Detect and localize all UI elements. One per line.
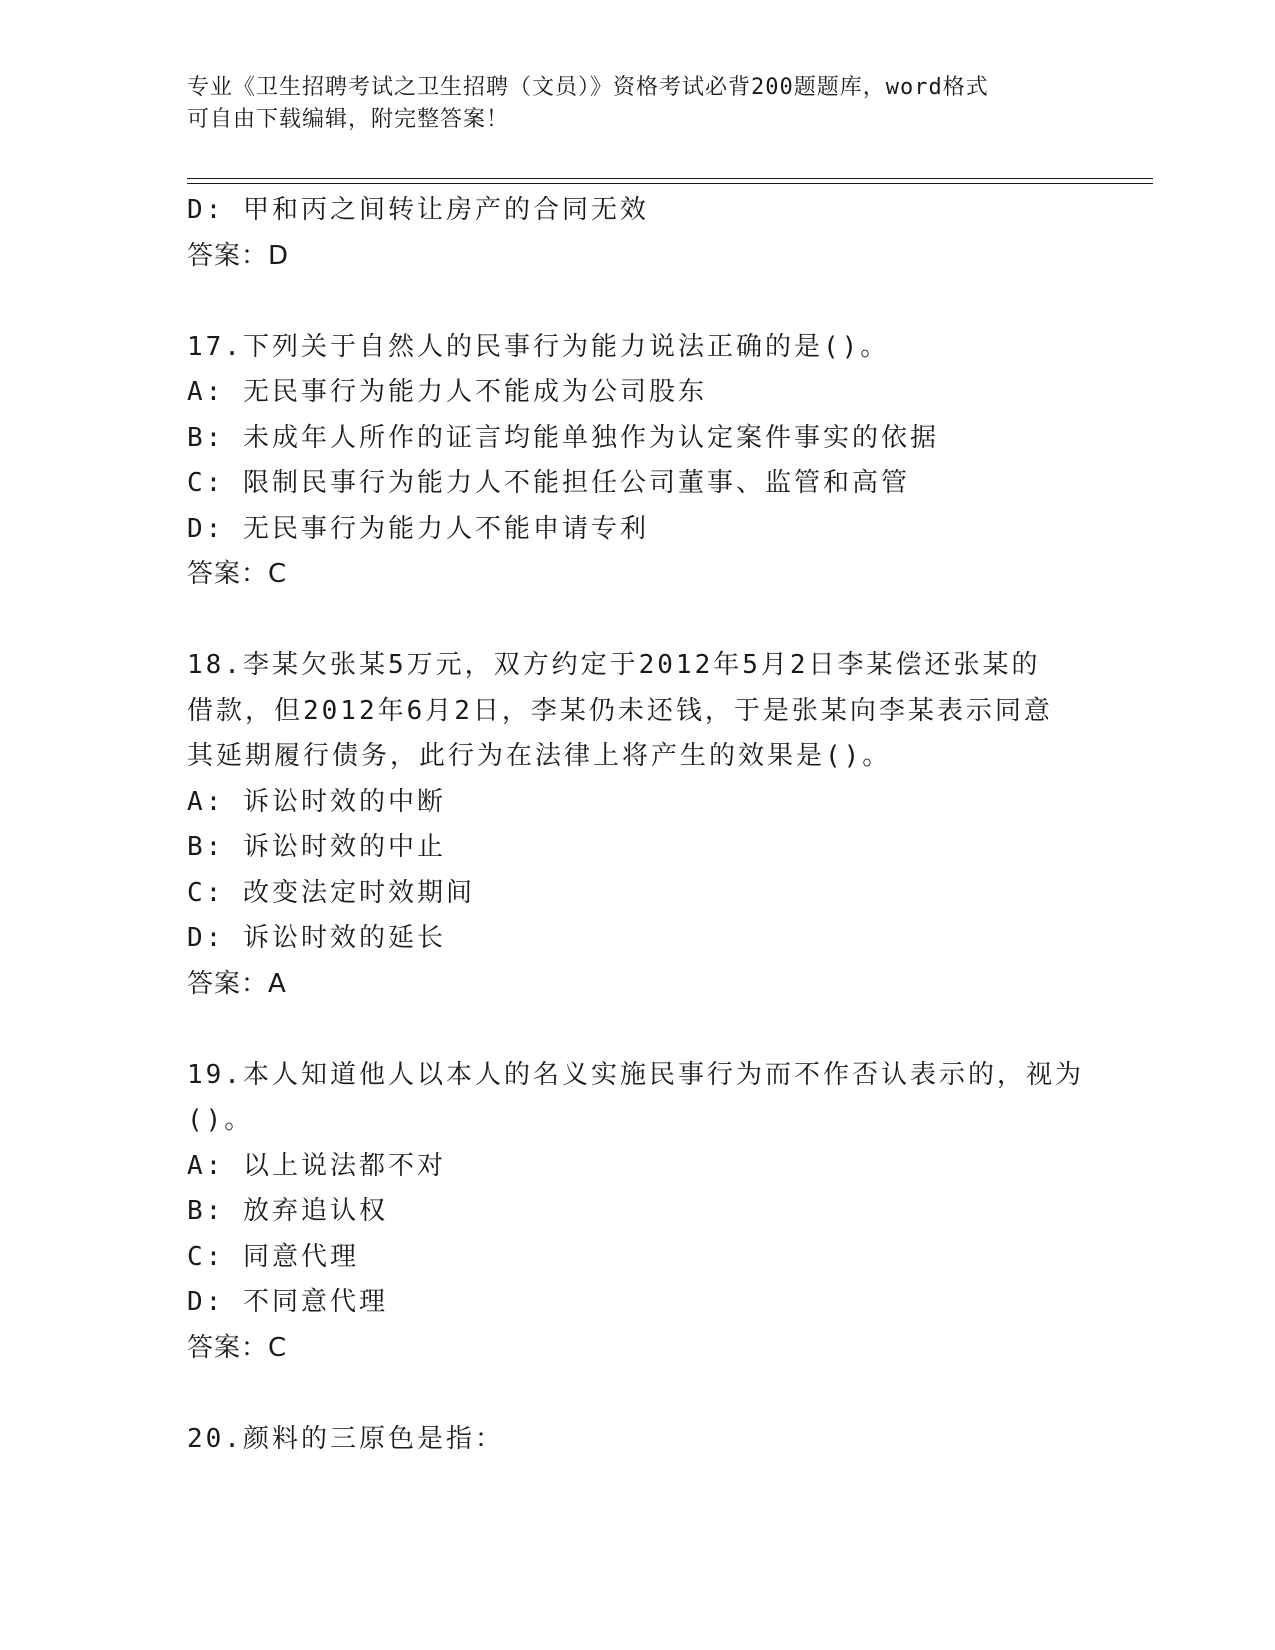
spacer bbox=[187, 1371, 1087, 1417]
answer: 答案：C bbox=[187, 559, 288, 589]
option-d: D: 不同意代理 bbox=[187, 1287, 388, 1317]
option-c: C: 改变法定时效期间 bbox=[187, 877, 475, 908]
option-b: B: 未成年人所作的证言均能单独作为认定案件事实的依据 bbox=[187, 422, 939, 453]
option-c: C: 限制民事行为能力人不能担任公司董事、监管和高管 bbox=[187, 468, 910, 498]
question-text-line-2: 借款，但2012年6月2日，李某仍未还钱，于是张某向李某表示同意 bbox=[187, 695, 1053, 726]
question-text-line-2: ()。 bbox=[187, 1105, 254, 1135]
question-18 bbox=[187, 643, 1087, 1007]
header-divider-bottom bbox=[187, 183, 1153, 184]
answer: 答案：C bbox=[187, 1332, 288, 1363]
question-20 bbox=[187, 1417, 1087, 1463]
spacer bbox=[187, 279, 1087, 325]
spacer bbox=[187, 1007, 1087, 1053]
header-divider-top bbox=[187, 178, 1153, 179]
option-d: D: 甲和丙之间转让房产的合同无效 bbox=[187, 195, 649, 225]
question-text-line-3: 其延期履行债务，此行为在法律上将产生的效果是()。 bbox=[187, 741, 892, 771]
question-text: 20.颜料的三原色是指： bbox=[187, 1423, 504, 1454]
option-b: B: 诉讼时效的中止 bbox=[187, 832, 446, 862]
question-17 bbox=[187, 325, 1087, 598]
header-title-line-2: 可自由下载编辑，附完整答案！ bbox=[187, 107, 510, 132]
option-c: C: 同意代理 bbox=[187, 1241, 359, 1272]
question-list bbox=[187, 188, 1087, 1462]
option-b: B: 放弃追认权 bbox=[187, 1196, 388, 1226]
header-title-line-1: 专业《卫生招聘考试之卫生招聘（文员）》资格考试必背200题题库，word格式 bbox=[187, 75, 989, 100]
answer: 答案：A bbox=[187, 968, 287, 999]
question-text-line-1: 18.李某欠张某5万元，双方约定于2012年5月2日李某偿还张某的 bbox=[187, 650, 1041, 680]
option-a: A: 以上说法都不对 bbox=[187, 1150, 446, 1181]
question-text: 17.下列关于自然人的民事行为能力说法正确的是()。 bbox=[187, 331, 890, 362]
spacer bbox=[187, 598, 1087, 644]
option-a: A: 诉讼时效的中断 bbox=[187, 786, 446, 817]
document-header bbox=[187, 72, 1067, 136]
question-19 bbox=[187, 1053, 1087, 1372]
option-d: D: 无民事行为能力人不能申请专利 bbox=[187, 513, 649, 544]
option-d: D: 诉讼时效的延长 bbox=[187, 923, 446, 953]
answer: 答案：D bbox=[187, 240, 290, 271]
option-a: A: 无民事行为能力人不能成为公司股东 bbox=[187, 377, 707, 407]
question-text-line-1: 19.本人知道他人以本人的名义实施民事行为而不作否认表示的，视为 bbox=[187, 1059, 1084, 1090]
question-16 bbox=[187, 188, 1087, 279]
